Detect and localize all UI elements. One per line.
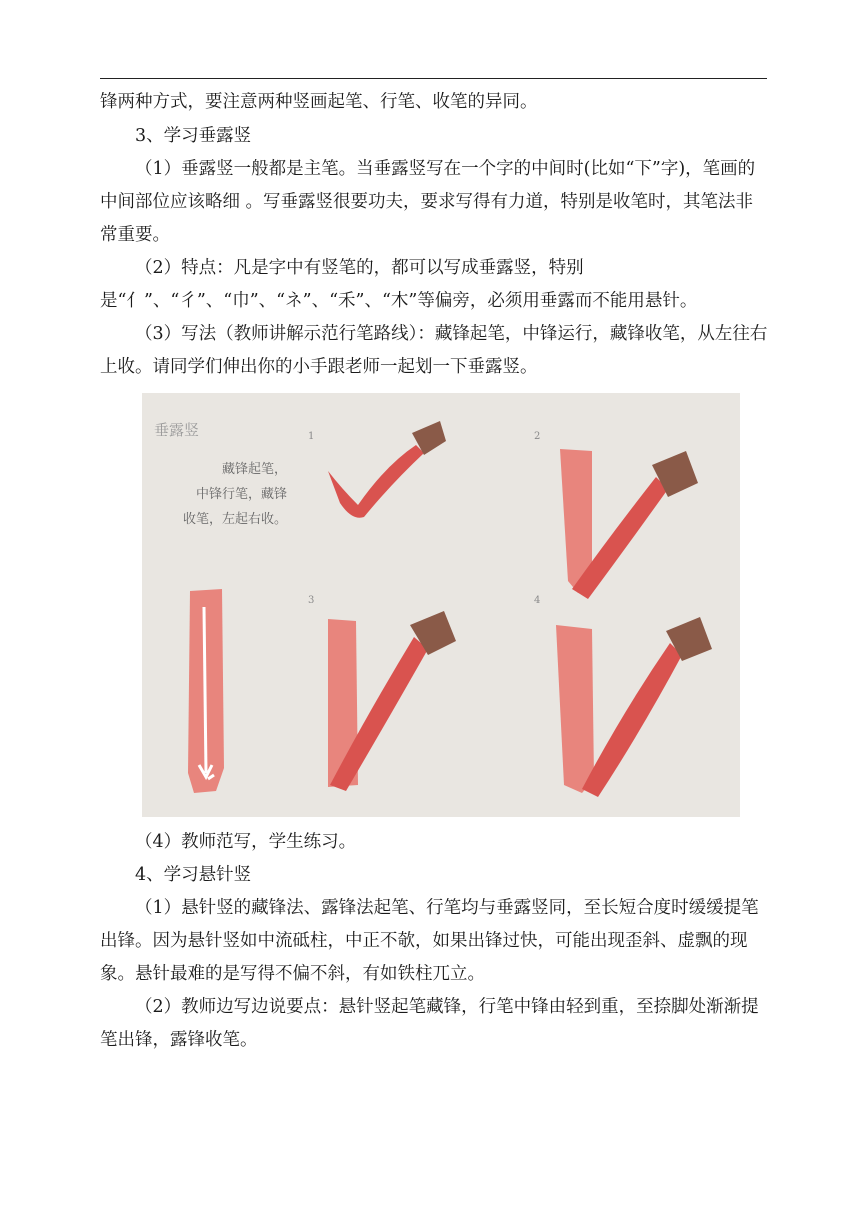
paragraph-4-1: （1）悬针竖的藏锋法、露锋法起笔、行笔均与垂露竖同，至长短合度时缓缓提笔出锋。因为悬针竖如中流砥柱，中正不欹，如果出锋过快，可能出现歪斜、虚飘的现象。悬针最难的是写得不偏不斜，有如铁柱兀立。: [100, 898, 759, 984]
caption-line: 中锋行笔，藏锋: [195, 487, 287, 502]
paragraph-3-4: （4）教师范写，学生练习。: [135, 832, 357, 852]
panel-number-2: 2: [534, 431, 541, 442]
panel-number-3: 3: [308, 595, 315, 606]
paragraph-continuation: 锋两种方式，要注意两种竖画起笔、行笔、收笔的异同。: [100, 92, 538, 112]
stroke-illustrations: [142, 393, 740, 817]
panel-number-1: 1: [308, 431, 315, 442]
section-heading-4: 4、学习悬针竖: [135, 865, 252, 885]
figure-title: 垂露竖: [154, 421, 200, 439]
panel-number-4: 4: [534, 595, 541, 606]
caption-line: 收笔，左起右收。: [182, 512, 287, 527]
paragraph-4-2: （2）教师边写边说要点：悬针竖起笔藏锋，行笔中锋由轻到重，至捺脚处渐渐提笔出锋，露锋收笔。: [100, 997, 759, 1050]
caption-line: 藏锋起笔，: [221, 462, 287, 477]
paragraph-3-1: （1）垂露竖一般都是主笔。当垂露竖写在一个字的中间时(比如“下”字)，笔画的中间部位应该略细 。写垂露竖很要功夫，要求写得有力道，特别是收笔时，其笔法非常重要。: [100, 159, 756, 245]
brush-step-3: [328, 611, 456, 791]
header-rule: [100, 78, 767, 79]
example-vertical-stroke: [188, 589, 224, 793]
brush-step-4: [556, 617, 712, 797]
brush-step-1: [328, 421, 446, 518]
section-heading-3: 3、学习垂露竖: [135, 126, 252, 146]
stroke-demo-figure: [142, 393, 740, 817]
paragraph-3-3: （3）写法（教师讲解示范行笔路线）：藏锋起笔，中锋运行，藏锋收笔，从左往右上收。请同学们伸出你的小手跟老师一起划一下垂露竖。: [100, 324, 768, 377]
brush-step-2: [560, 449, 698, 599]
paragraph-3-2: （2）特点：凡是字中有竖笔的，都可以写成垂露竖，特别是“亻”、“彳”、“巾”、“ネ”、“禾”、“木”等偏旁，必须用垂露而不能用悬针。: [100, 258, 698, 311]
